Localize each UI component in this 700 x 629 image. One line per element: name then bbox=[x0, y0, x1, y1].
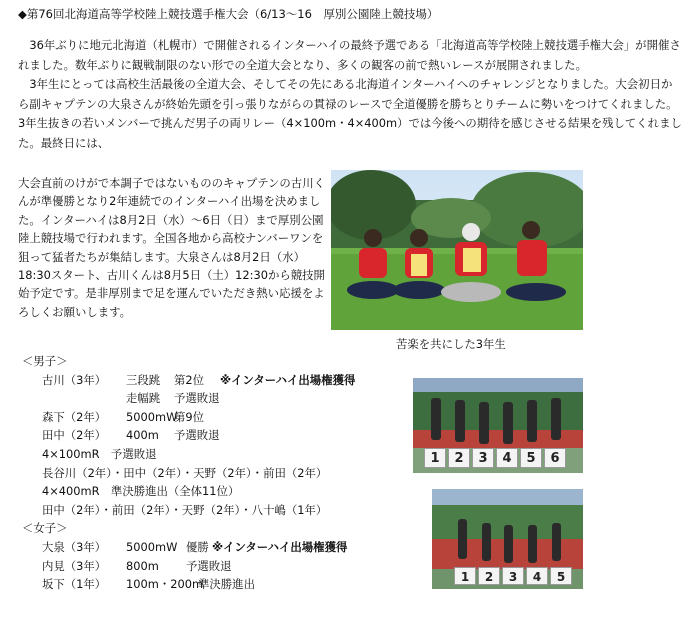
relay-members: 長谷川（2年）・田中（2年）・天野（2年）・前田（2年） bbox=[42, 465, 328, 480]
paragraph-1: 36年ぶりに地元北海道（札幌市）で開催されるインターハイの最終予選である「北海道高等学校陸上競技選手権大会」が開催されました。数年ぶりに観戦制限のない形での全道大会となり、多くの観客の前で熱いレースが展開されました。 bbox=[18, 38, 681, 72]
photo-caption: 苦楽を共にした3年生 bbox=[396, 337, 506, 351]
result-name: 坂下（1年） bbox=[42, 577, 107, 592]
qualification-note: ※インターハイ出場権獲得 bbox=[220, 372, 356, 387]
boys-header: ＜男子＞ bbox=[22, 354, 68, 368]
podium-block-1: 1 bbox=[424, 448, 446, 468]
result-placing: 予選敗退 bbox=[174, 391, 220, 406]
podium-block-2: 2 bbox=[478, 567, 500, 585]
result-placing: 第2位 bbox=[174, 372, 205, 387]
podium-block-5: 5 bbox=[550, 567, 572, 585]
result-event: 100m・200m bbox=[126, 577, 204, 592]
result-placing: 優勝 bbox=[186, 539, 209, 554]
result-event: 400m bbox=[126, 428, 159, 443]
result-name: 古川（3年） bbox=[42, 372, 107, 387]
girls-podium-photo bbox=[432, 489, 583, 589]
boys-podium-photo bbox=[413, 378, 583, 473]
podium-block-6: 6 bbox=[544, 448, 566, 468]
result-name: 田中（2年） bbox=[42, 428, 107, 443]
podium-block-2: 2 bbox=[448, 448, 470, 468]
paragraph-3: 大会直前のけがで本調子ではないもののキャプテンの古川くんが準優勝となり2年連続でのインターハイ出場を決めました。インターハイは8月2日（水）～6日（日）まで厚別公園陸上競技場で行われます。全国各地から高校ナンバーワンを狙って猛者たちが集結します。大泉さんは8月2日（水）18:30スタート、古川くんは8月5日（土）12:30から競技開始予定です。是非厚別まで足を運んでいただき熱い応援をよろしくお願いします。 bbox=[18, 176, 325, 319]
result-event: 800m bbox=[126, 558, 159, 573]
article-body-top bbox=[18, 36, 682, 153]
article-title: ◆第76回北海道高等学校陸上競技選手権大会（6/13～16 厚別公園陸上競技場） bbox=[18, 7, 439, 21]
relay-result: 4×400mR 準決勝進出（全体11位） bbox=[42, 484, 240, 499]
team-photo bbox=[331, 170, 583, 330]
podium-block-4: 4 bbox=[526, 567, 548, 585]
relay-result: 4×100mR 予選敗退 bbox=[42, 446, 157, 461]
result-name: 内見（3年） bbox=[42, 558, 107, 573]
result-event: 5000mW bbox=[126, 409, 178, 424]
paragraph-2: 3年生にとっては高校生活最後の全道大会、そしてその先にある北海道インターハイへのチャレンジとなりました。大会初日から副キャプテンの大泉さんが終始先頭を引っ張りながらの貫禄のレースで全道優勝を勝ちとりチームに勢いをつけてくれました。3年生抜きの若いメンバーで挑んだ男子の両リレー（4×100m・4×400m）では今後への期待を感じさせる結果を残してくれました。最終日には、 bbox=[18, 77, 682, 150]
result-placing: 準決勝進出 bbox=[198, 577, 255, 592]
podium-block-3: 3 bbox=[502, 567, 524, 585]
result-name: 森下（2年） bbox=[42, 409, 107, 424]
result-event: 三段跳 bbox=[126, 372, 161, 387]
result-name: 大泉（3年） bbox=[42, 539, 107, 554]
girls-header: ＜女子＞ bbox=[22, 521, 68, 536]
relay-members: 田中（2年）・前田（2年）・天野（2年）・八十嶋（1年） bbox=[42, 502, 328, 517]
result-placing: 予選敗退 bbox=[186, 558, 232, 573]
podium-block-4: 4 bbox=[496, 448, 518, 468]
result-event: 走幅跳 bbox=[126, 391, 161, 406]
podium-block-1: 1 bbox=[454, 567, 476, 585]
result-placing: 予選敗退 bbox=[174, 428, 220, 443]
podium-block-3: 3 bbox=[472, 448, 494, 468]
result-placing: 第9位 bbox=[174, 409, 205, 424]
podium-block-5: 5 bbox=[520, 448, 542, 468]
qualification-note: ※インターハイ出場権獲得 bbox=[212, 539, 348, 554]
result-event: 5000mW bbox=[126, 539, 178, 554]
